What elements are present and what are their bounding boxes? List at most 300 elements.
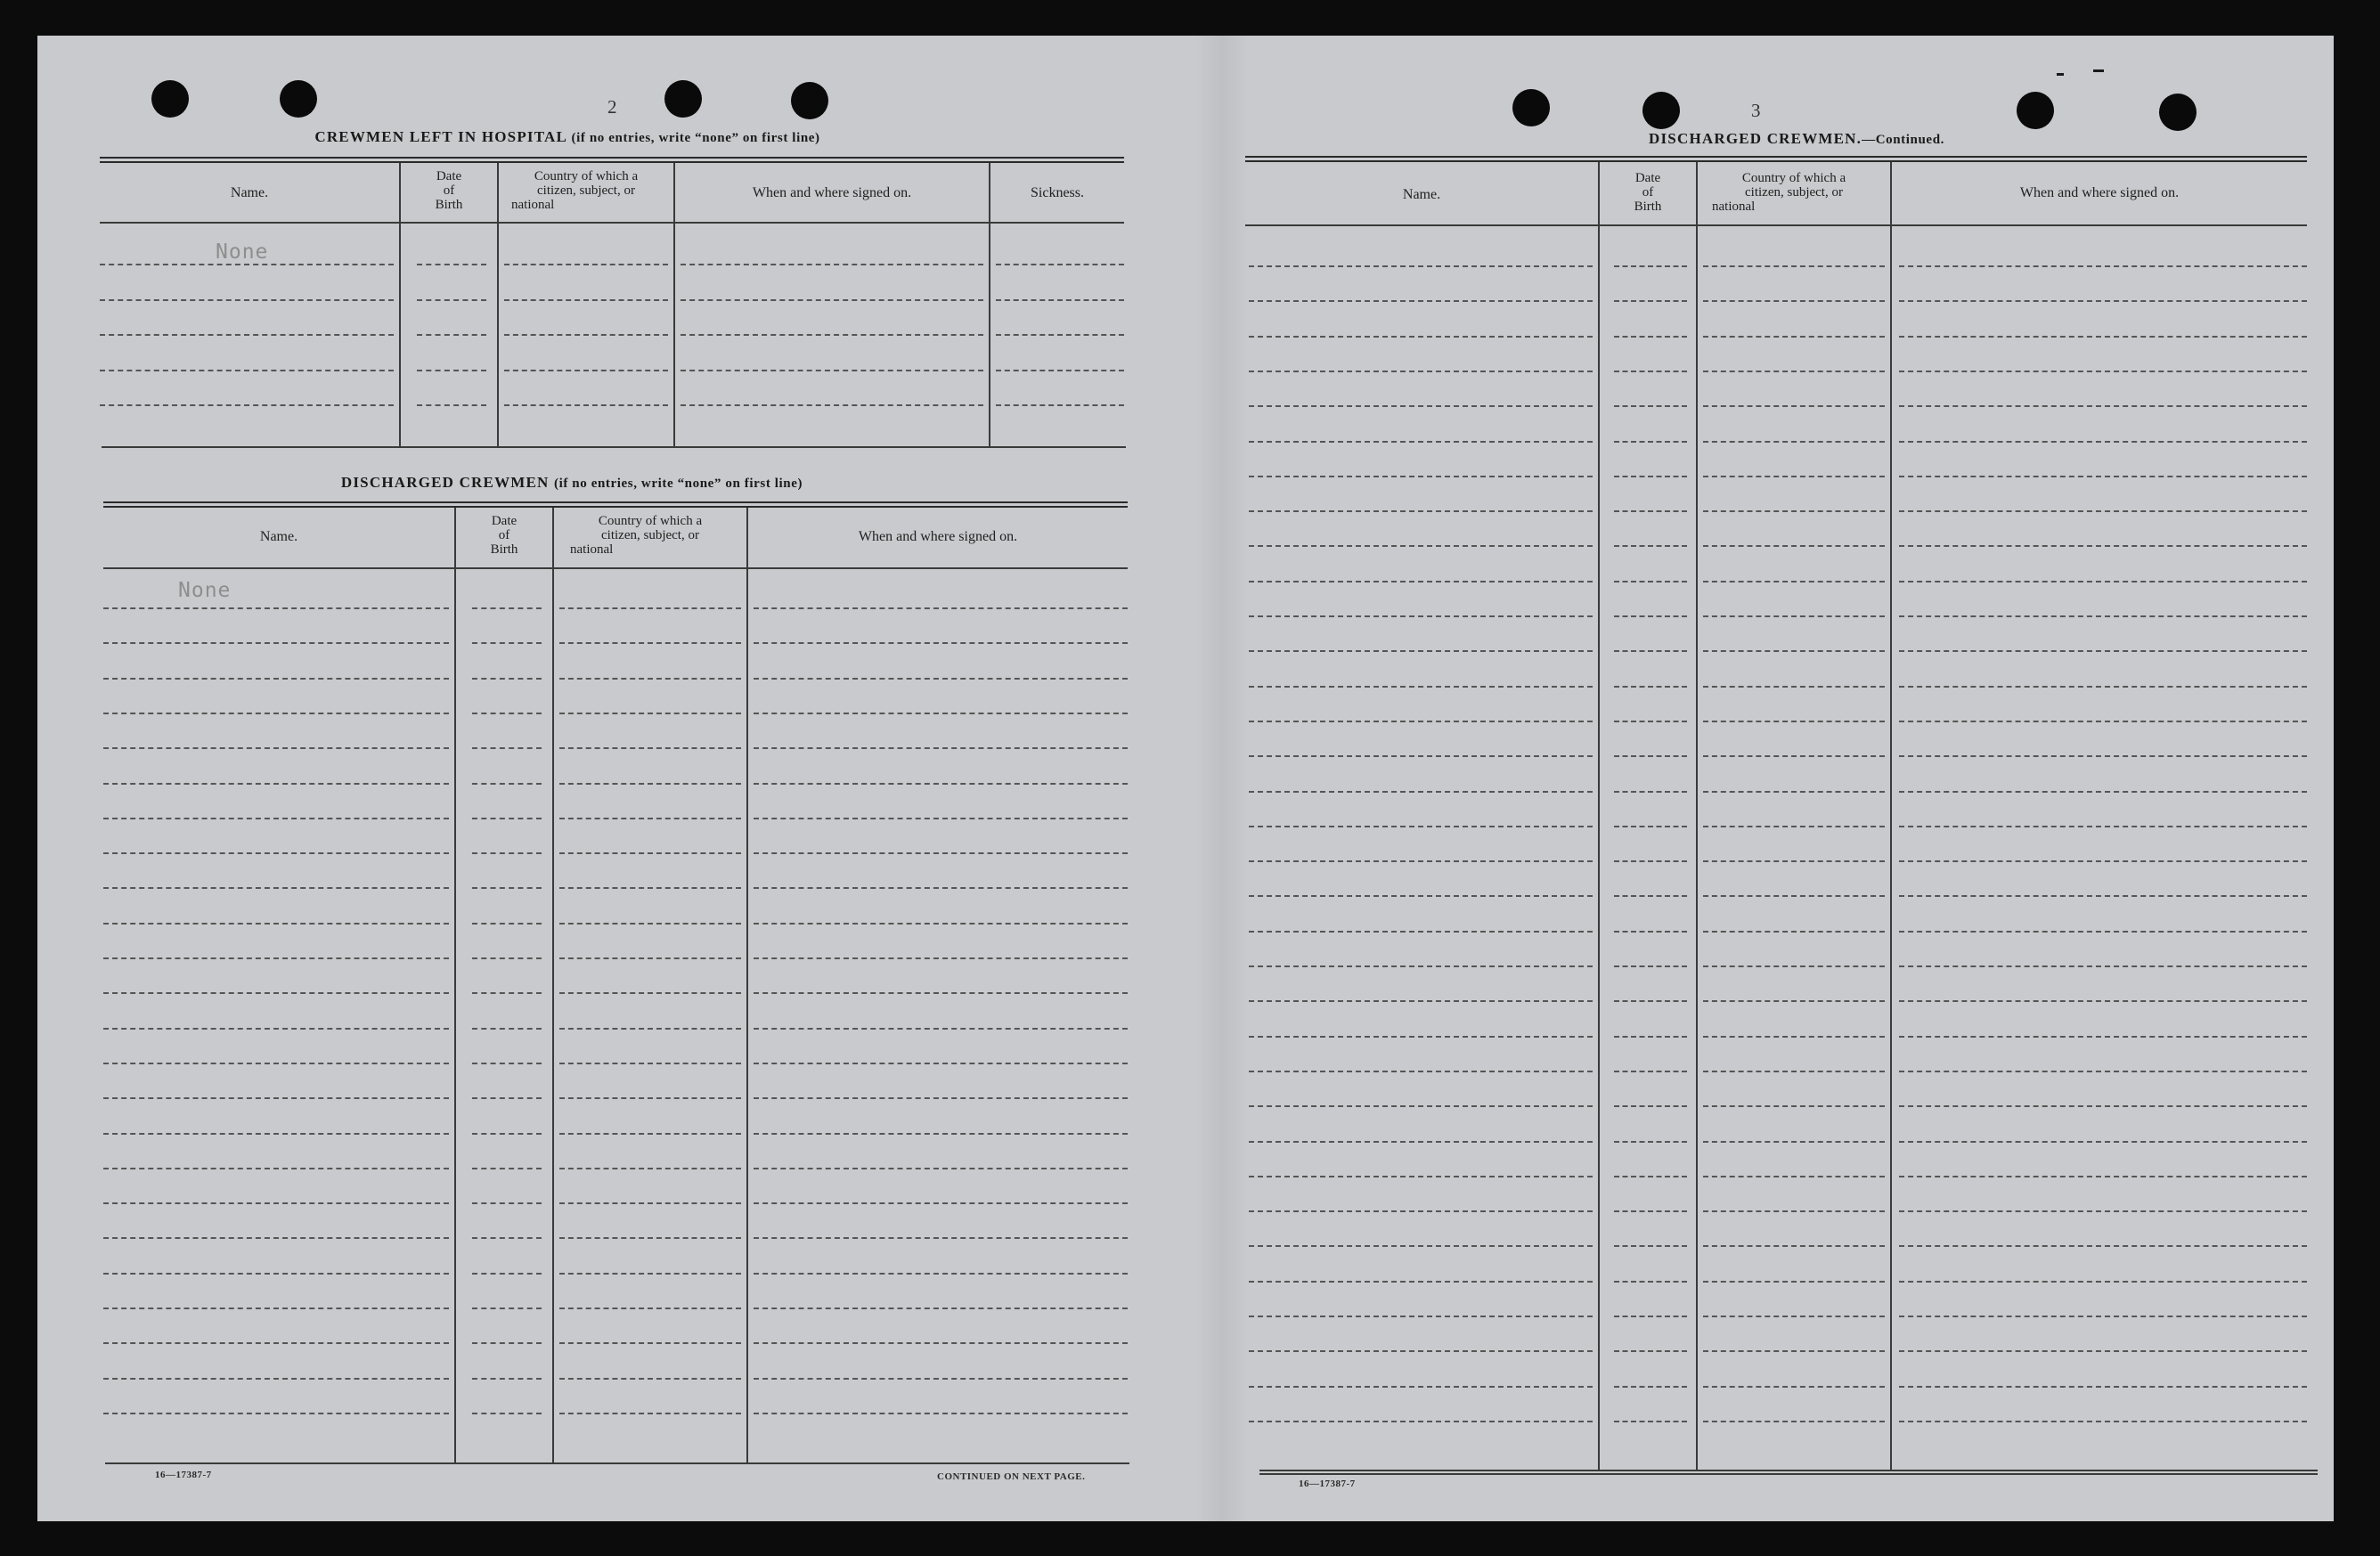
ruled-line [103,607,449,609]
ruled-line [1899,1071,2307,1072]
right-header-signed: When and where signed on. [2019,185,2180,200]
ruled-line [559,678,741,680]
ruled-line [559,818,741,819]
ruled-line [754,818,1128,819]
discharged-header-dob [456,514,552,557]
ink-mark [2057,73,2064,76]
ruled-line [1899,1210,2307,1212]
discharged-col-divider [552,508,554,1462]
ruled-line [1614,1141,1687,1143]
ruled-line [472,1342,542,1344]
ruled-line [1614,860,1687,862]
ruled-line [1614,755,1687,757]
ruled-line [1614,581,1687,582]
ruled-line [1703,545,1885,547]
ruled-line [1703,826,1885,827]
hospital-header-country [499,169,673,212]
right-header-name: Name. [1402,187,1441,202]
right-section-title [1284,130,2309,148]
ruled-line [103,852,449,854]
ruled-line [559,1342,741,1344]
country-line: national [1712,200,1756,214]
right-header-dob [1600,171,1696,214]
ruled-line [1899,441,2307,443]
ruled-line [559,607,741,609]
ruled-line [1614,1071,1687,1072]
ruled-line [1249,686,1593,688]
ruled-line [1249,755,1593,757]
ruled-line [472,1378,542,1380]
ruled-line [1249,1245,1593,1247]
ruled-line [1703,265,1885,267]
ruled-line [1899,686,2307,688]
ruled-line [1614,650,1687,652]
ruled-line [754,1342,1128,1344]
ruled-line [1703,476,1885,477]
ruled-line [103,1168,449,1169]
ruled-line [1899,265,2307,267]
ruled-line [472,992,542,994]
discharged-section-title [100,474,1044,492]
ruled-line [1899,510,2307,512]
ruled-line [1614,1176,1687,1177]
ruled-line [1614,1421,1687,1422]
ruled-line [1703,1421,1885,1422]
ruled-line [754,713,1128,714]
ruled-line [1249,405,1593,407]
ruled-line [1899,1421,2307,1422]
hospital-header-rule [100,222,1124,224]
punch-hole [1642,92,1680,129]
dob-line: Birth [490,542,518,557]
ruled-line [754,992,1128,994]
ruled-line [1614,265,1687,267]
ruled-line [754,1097,1128,1099]
ruled-line [1703,371,1885,372]
ruled-line [1703,1105,1885,1107]
ruled-line [559,642,741,644]
right-header-rule [1245,224,2307,226]
discharged-first-entry: None [178,579,232,602]
ruled-line [103,1097,449,1099]
ruled-line [559,1237,741,1239]
ruled-line [1249,1105,1593,1107]
continued-note: CONTINUED ON NEXT PAGE. [937,1471,1086,1482]
ruled-line [1614,895,1687,897]
discharged-header-rule [103,567,1128,569]
discharged-col-divider [746,508,748,1462]
ruled-line [681,334,983,336]
ruled-line [1703,405,1885,407]
ruled-line [1249,1000,1593,1002]
ruled-line [1703,1281,1885,1283]
ruled-line [1614,441,1687,443]
ruled-line [103,957,449,959]
ruled-line [1703,1245,1885,1247]
hospital-first-entry: None [216,240,269,264]
ruled-line [559,1063,741,1064]
ruled-line [1703,1386,1885,1388]
ruled-line [1703,650,1885,652]
ruled-line [1899,1350,2307,1352]
discharged-col-divider [454,508,456,1462]
ruled-line [754,923,1128,925]
ruled-line [1899,965,2307,967]
ruled-line [1899,931,2307,933]
page-gutter [1195,36,1249,1521]
ruled-line [1614,336,1687,338]
ruled-line [559,747,741,749]
ruled-line [1614,826,1687,827]
ruled-line [1249,265,1593,267]
ruled-line [417,264,486,265]
punch-hole [664,80,702,118]
ruled-line [681,299,983,301]
ruled-line [1614,615,1687,617]
ruled-line [681,370,983,371]
ruled-line [559,1133,741,1135]
ruled-line [103,783,449,785]
ruled-line [1899,545,2307,547]
ruled-line [1703,965,1885,967]
ruled-line [472,1028,542,1030]
ruled-line [1899,371,2307,372]
ruled-line [472,642,542,644]
ruled-line [1899,300,2307,302]
ruled-line [1249,545,1593,547]
discharged-top-rule-2 [103,506,1128,508]
ruled-line [472,957,542,959]
ruled-line [103,887,449,889]
ruled-line [1249,1421,1593,1422]
ruled-line [1899,1000,2307,1002]
ruled-line [1703,581,1885,582]
ruled-line [1899,476,2307,477]
page-number-left: 2 [607,96,617,118]
ruled-line [754,1063,1128,1064]
ruled-line [559,887,741,889]
ruled-line [1249,336,1593,338]
ruled-line [1703,1350,1885,1352]
ruled-line [1614,1245,1687,1247]
form-code-left: 16—17387-7 [155,1470,212,1480]
ruled-line [1703,1071,1885,1072]
punch-hole [791,82,828,119]
ruled-line [754,1237,1128,1239]
ruled-line [417,334,486,336]
ruled-line [754,957,1128,959]
ruled-line [559,1097,741,1099]
ruled-line [1249,1281,1593,1283]
ruled-line [1703,791,1885,793]
right-header-country [1698,171,1890,214]
ruled-line [1614,965,1687,967]
hospital-section-title [100,128,1035,146]
ruled-line [1703,1210,1885,1212]
ruled-line [1249,1210,1593,1212]
ruled-line [100,264,394,265]
ruled-line [559,1308,741,1309]
right-col-divider [1598,162,1600,1471]
hospital-top-rule-2 [100,161,1124,163]
ruled-line [472,1237,542,1239]
ruled-line [754,1133,1128,1135]
document-sheet [37,36,2334,1521]
dob-line: Date [436,169,462,183]
punch-hole [1512,89,1550,126]
ruled-line [1614,1000,1687,1002]
discharged-header-country [554,514,746,557]
ruled-line [754,1308,1128,1309]
ruled-line [472,1133,542,1135]
ruled-line [1899,1176,2307,1177]
ruled-line [1249,476,1593,477]
ruled-line [996,299,1124,301]
ruled-line [1249,860,1593,862]
right-col-divider [1890,162,1892,1471]
country-line: Country of which a [534,169,639,183]
dob-line: Date [1634,171,1661,185]
ruled-line [504,334,668,336]
ruled-line [754,1202,1128,1204]
discharged-title-main: DISCHARGED CREWMEN [340,474,550,491]
ruled-line [1703,300,1885,302]
ruled-line [1614,791,1687,793]
hospital-header-name: Name. [230,185,269,200]
ruled-line [559,923,741,925]
ruled-line [559,957,741,959]
ruled-line [1899,860,2307,862]
hospital-header-dob [401,169,497,212]
ruled-line [472,747,542,749]
ruled-line [1899,650,2307,652]
ruled-line [1899,1036,2307,1038]
country-line: Country of which a [598,514,703,528]
ruled-line [1249,1176,1593,1177]
country-line: Country of which a [1741,171,1846,185]
ruled-line [1703,686,1885,688]
ruled-line [1899,895,2307,897]
ruled-line [472,1168,542,1169]
ruled-line [1899,405,2307,407]
discharged-header-signed: When and where signed on. [858,529,1018,544]
ruled-line [1899,1245,2307,1247]
right-col-divider [1696,162,1698,1471]
ruled-line [1614,300,1687,302]
ruled-line [1614,1105,1687,1107]
ruled-line [1899,581,2307,582]
ruled-line [1614,1281,1687,1283]
ruled-line [754,1413,1128,1414]
ruled-line [103,747,449,749]
ink-mark [2093,69,2104,72]
ruled-line [754,1168,1128,1169]
ruled-line [1249,1071,1593,1072]
ruled-line [1614,1350,1687,1352]
ruled-line [1249,650,1593,652]
ruled-line [1703,1141,1885,1143]
ruled-line [472,1413,542,1414]
country-line: citizen, subject, or [537,183,635,198]
ruled-line [1249,826,1593,827]
ruled-line [103,1202,449,1204]
ruled-line [100,334,394,336]
right-title-cont: —Continued. [1862,133,1944,147]
ruled-line [1249,371,1593,372]
ruled-line [754,678,1128,680]
ruled-line [100,404,394,406]
ruled-line [100,370,394,371]
dob-line: of [1642,185,1654,200]
ruled-line [504,264,668,265]
country-line: citizen, subject, or [1745,185,1843,200]
ruled-line [1249,931,1593,933]
dob-line: Birth [435,198,463,212]
ruled-line [1703,441,1885,443]
ruled-line [472,678,542,680]
ruled-line [103,818,449,819]
ruled-line [103,1133,449,1135]
ruled-line [504,404,668,406]
ruled-line [1249,441,1593,443]
ruled-line [559,992,741,994]
punch-hole [151,80,189,118]
dob-line: Date [491,514,518,528]
ruled-line [103,1028,449,1030]
ruled-line [1703,755,1885,757]
ruled-line [1614,476,1687,477]
ruled-line [1249,510,1593,512]
ruled-line [1899,1141,2307,1143]
ruled-line [100,299,394,301]
country-line: national [570,542,614,557]
ruled-line [472,1063,542,1064]
ruled-line [1703,1316,1885,1317]
country-line: national [511,198,555,212]
ruled-line [559,852,741,854]
form-code-right: 16—17387-7 [1299,1479,1356,1489]
ruled-line [754,642,1128,644]
ruled-line [996,264,1124,265]
ruled-line [103,713,449,714]
ruled-line [472,607,542,609]
ruled-line [103,642,449,644]
ruled-line [1703,1000,1885,1002]
ruled-line [472,887,542,889]
country-line: citizen, subject, or [601,528,699,542]
ruled-line [472,1097,542,1099]
ruled-line [1899,721,2307,722]
right-top-rule [1245,156,2307,158]
ruled-line [103,1308,449,1309]
right-top-rule-2 [1245,160,2307,162]
ruled-line [559,1168,741,1169]
ruled-line [1249,791,1593,793]
ruled-line [1899,826,2307,827]
ruled-line [1899,1316,2307,1317]
ruled-line [1249,1316,1593,1317]
ruled-line [996,404,1124,406]
ruled-line [1249,895,1593,897]
page-number-right: 3 [1751,100,1761,121]
ruled-line [754,1273,1128,1275]
hospital-title-main: CREWMEN LEFT IN HOSPITAL [314,128,567,145]
ruled-line [754,747,1128,749]
ruled-line [559,783,741,785]
ruled-line [103,1378,449,1380]
ruled-line [1899,791,2307,793]
ruled-line [1703,931,1885,933]
ruled-line [1249,581,1593,582]
ruled-line [559,1273,741,1275]
ruled-line [103,923,449,925]
ruled-line [417,370,486,371]
ruled-line [103,1342,449,1344]
right-bottom-rule-2 [1259,1473,2318,1475]
hospital-header-signed: When and where signed on. [752,185,912,200]
ruled-line [1703,1036,1885,1038]
ruled-line [1899,755,2307,757]
ruled-line [1614,721,1687,722]
ruled-line [559,1378,741,1380]
ruled-line [1249,721,1593,722]
ruled-line [681,264,983,265]
ruled-line [1614,1036,1687,1038]
ruled-line [472,783,542,785]
ruled-line [754,1028,1128,1030]
dob-line: of [498,528,510,542]
ruled-line [1703,510,1885,512]
ruled-line [417,404,486,406]
ruled-line [1614,1386,1687,1388]
ruled-line [417,299,486,301]
ruled-line [1899,1386,2307,1388]
ruled-line [1249,615,1593,617]
punch-hole [280,80,317,118]
ruled-line [472,1273,542,1275]
ruled-line [754,887,1128,889]
ruled-line [559,1202,741,1204]
ruled-line [559,1028,741,1030]
ruled-line [681,404,983,406]
ruled-line [472,1202,542,1204]
ruled-line [996,370,1124,371]
ruled-line [1614,931,1687,933]
ruled-line [472,713,542,714]
right-bottom-rule [1259,1470,2318,1471]
ruled-line [103,1273,449,1275]
ruled-line [472,818,542,819]
ruled-line [103,678,449,680]
ruled-line [1899,336,2307,338]
right-title-main: DISCHARGED CREWMEN. [1649,130,1862,147]
ruled-line [1899,1105,2307,1107]
hospital-col-divider [989,163,990,446]
ruled-line [103,992,449,994]
ruled-line [1703,615,1885,617]
ruled-line [1899,615,2307,617]
ruled-line [1249,965,1593,967]
ruled-line [754,783,1128,785]
ruled-line [1249,1386,1593,1388]
discharged-title-note: (if no entries, write “none” on first line) [554,477,803,491]
ruled-line [559,713,741,714]
ruled-line [1249,1036,1593,1038]
hospital-top-rule [100,157,1124,159]
ruled-line [1614,1210,1687,1212]
ruled-line [103,1237,449,1239]
ruled-line [996,334,1124,336]
